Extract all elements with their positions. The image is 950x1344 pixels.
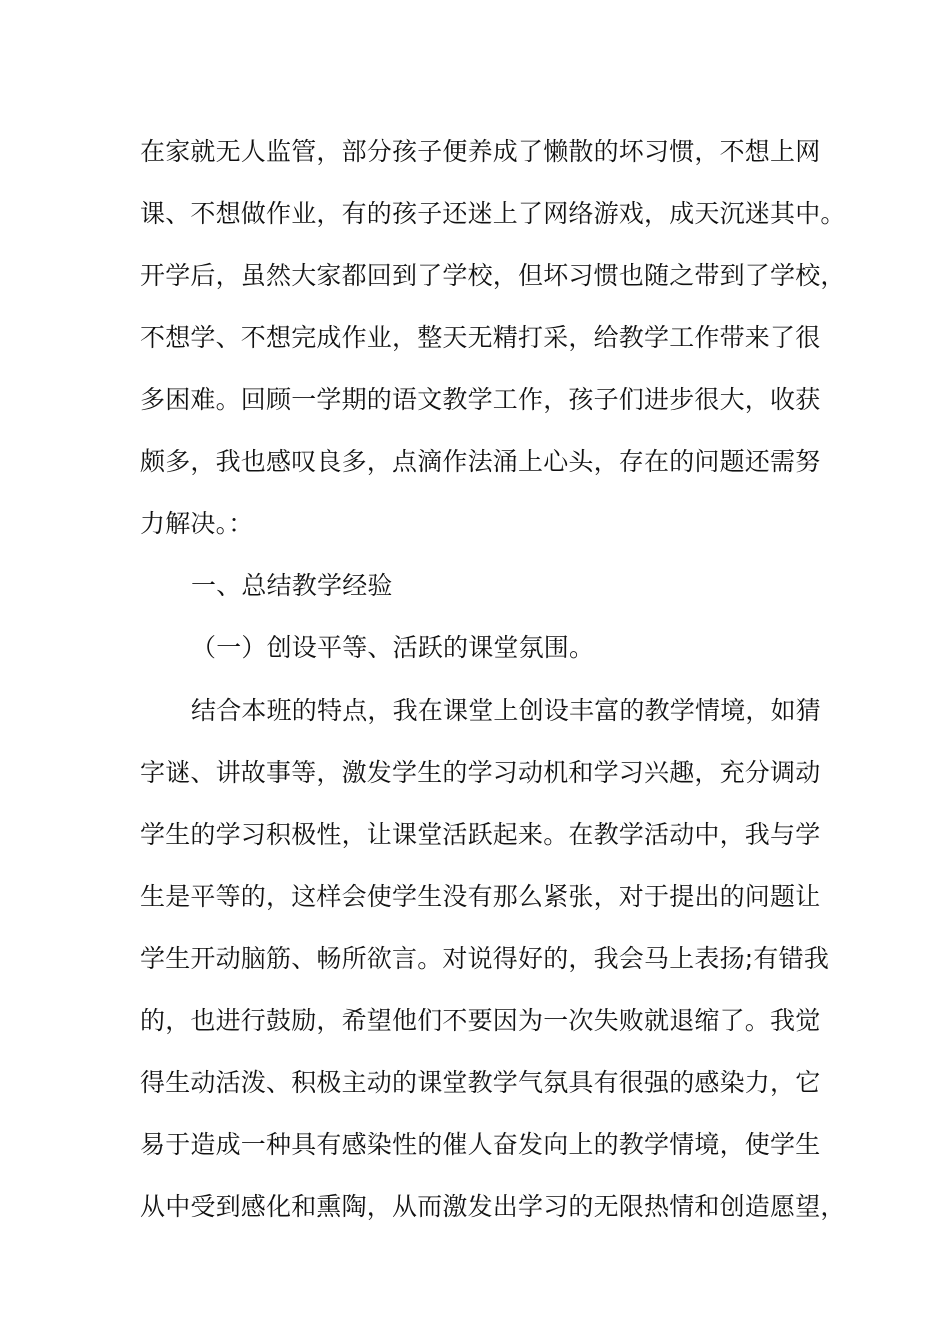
- paragraph-line: 在家就无人监管，部分孩子便养成了懒散的坏习惯，不想上网: [140, 137, 821, 166]
- paragraph-line: 得生动活泼、积极主动的课堂教学气氛具有很强的感染力，它: [140, 1068, 821, 1097]
- paragraph-line: 课、不想做作业，有的孩子还迷上了网络游戏，成天沉迷其中。: [140, 199, 846, 228]
- paragraph-line: 颇多，我也感叹良多，点滴作法涌上心头，存在的问题还需努: [140, 447, 821, 476]
- paragraph-line: 学生开动脑筋、畅所欲言。对说得好的，我会马上表扬;有错我: [140, 944, 830, 973]
- subsection-heading: （一）创设平等、活跃的课堂氛围。: [191, 633, 595, 662]
- paragraph-line: 结合本班的特点，我在课堂上创设丰富的教学情境，如猜: [191, 696, 822, 725]
- paragraph-line: 多困难。回顾一学期的语文教学工作，孩子们进步很大，收获: [140, 385, 821, 414]
- paragraph-line: 不想学、不想完成作业，整天无精打采，给教学工作带来了很: [140, 323, 821, 352]
- paragraph-line: 从中受到感化和熏陶，从而激发出学习的无限热情和创造愿望，: [140, 1192, 846, 1221]
- paragraph-line: 字谜、讲故事等，激发学生的学习动机和学习兴趣，充分调动: [140, 758, 821, 787]
- paragraph-line: 力解决。：: [140, 509, 254, 538]
- paragraph-line: 开学后，虽然大家都回到了学校，但坏习惯也随之带到了学校，: [140, 261, 846, 290]
- section-heading: 一、总结教学经验: [191, 571, 393, 600]
- paragraph-line: 易于造成一种具有感染性的催人奋发向上的教学情境，使学生: [140, 1130, 821, 1159]
- paragraph-line: 学生的学习积极性，让课堂活跃起来。在教学活动中，我与学: [140, 820, 821, 849]
- paragraph-line: 的，也进行鼓励，希望他们不要因为一次失败就退缩了。我觉: [140, 1006, 821, 1035]
- paragraph-line: 生是平等的，这样会使学生没有那么紧张，对于提出的问题让: [140, 882, 821, 911]
